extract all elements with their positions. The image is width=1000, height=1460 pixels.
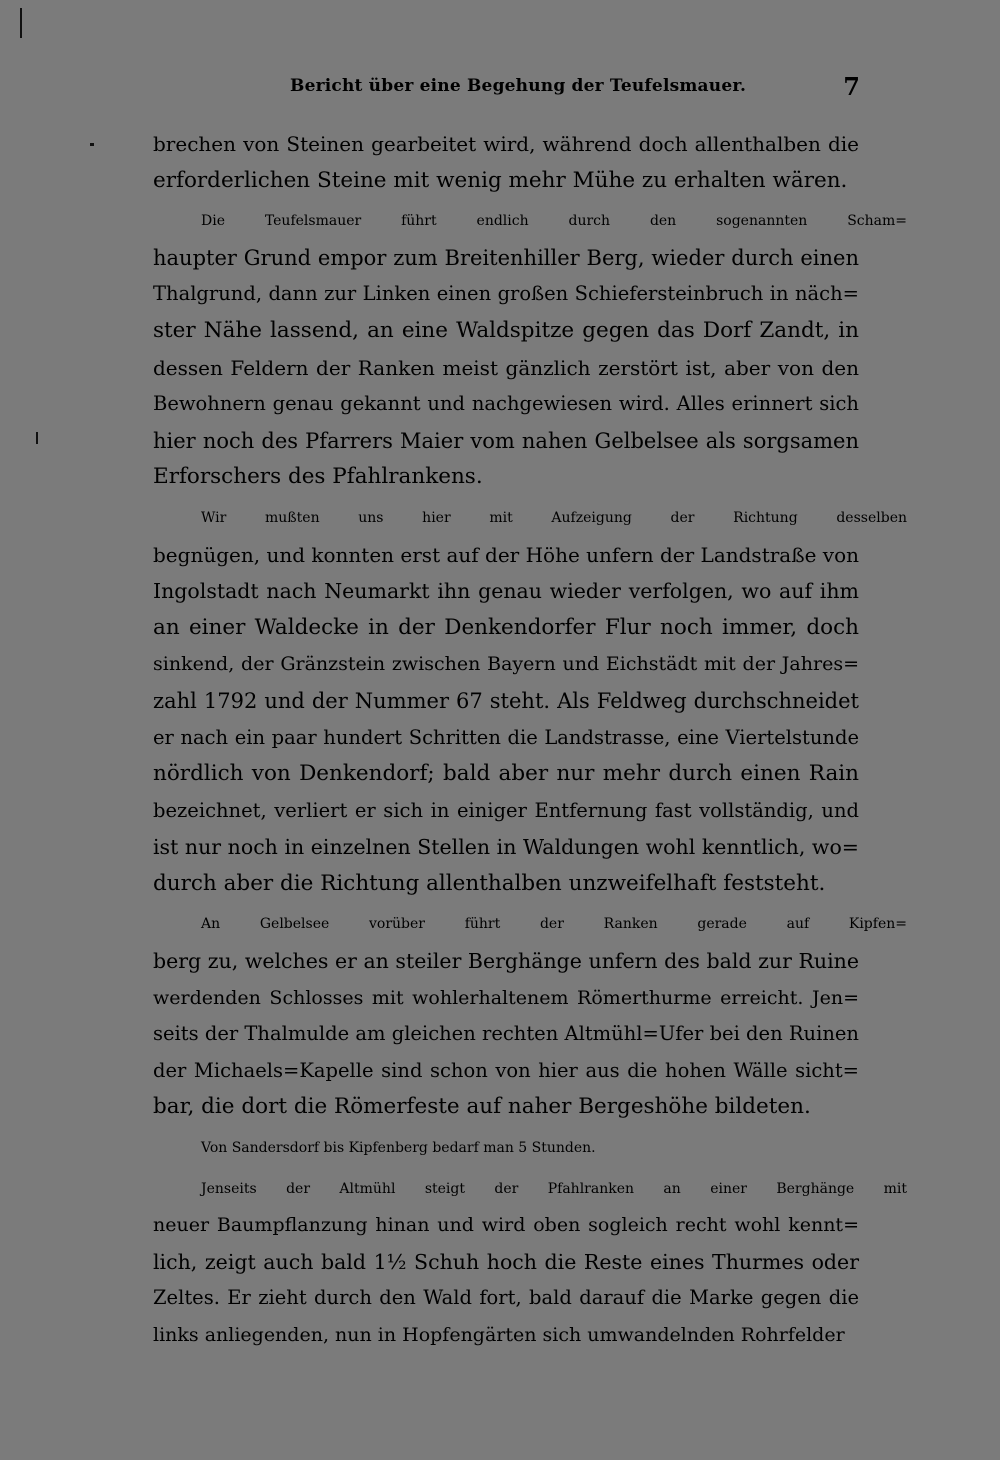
text-line: dessen Feldern der Ranken meist gänzlich zerstört ist, aber von den — [153, 355, 859, 380]
text-line: Wir mußten uns hier mit Aufzeigung der Richtung desselben — [201, 509, 907, 526]
text-line: seits der Thalmulde am gleichen rechten Altmühl=Ufer bei den Ruinen — [153, 1022, 859, 1046]
paragraph — [153, 906, 907, 1126]
scan-mark-top-left — [20, 8, 22, 38]
text-line: hier noch des Pfarrers Maier vom nahen Gelbelsee als sorgsamen — [153, 428, 859, 453]
running-title: Bericht über eine Begehung der Teufelsmauer. — [290, 76, 747, 96]
paragraph — [153, 1130, 859, 1167]
text-line: sinkend, der Gränzstein zwischen Bayern und Eichstädt mit der Jahres= — [153, 653, 859, 676]
text-line: Jenseits der Altmühl steigt der Pfahlranken an einer Berghänge mit — [201, 1180, 907, 1197]
text-line: brechen von Steinen gearbeitet wird, während doch allenthalben die — [153, 132, 859, 156]
text-line: an einer Waldecke in der Denkendorfer Flur noch immer, doch — [153, 614, 859, 640]
text-line: werdenden Schlosses mit wohlerhaltenem Römerthurme erreicht. Jen= — [153, 986, 859, 1009]
text-line: ster Nähe lassend, an eine Waldspitze gegen das Dorf Zandt, in — [153, 317, 859, 343]
scan-mark-left-margin — [36, 432, 38, 444]
text-line: bar, die dort die Römerfeste auf naher Bergeshöhe bildeten. — [153, 1094, 811, 1120]
text-line: neuer Baumpflanzung hinan und wird oben sogleich recht wohl kennt= — [153, 1214, 859, 1237]
text-line: haupter Grund empor zum Breitenhiller Berg, wieder durch einen — [153, 245, 859, 270]
text-line: begnügen, und konnten erst auf der Höhe unfern der Landstraße von — [153, 542, 859, 567]
text-line: Die Teufelsmauer führt endlich durch den sogenannten Scham= — [201, 213, 907, 230]
text-line: nördlich von Denkendorf; bald aber nur mehr durch einen Rain — [153, 761, 859, 787]
text-line: zahl 1792 und der Nummer 67 steht. Als Feldweg durchschneidet — [153, 688, 859, 713]
text-line: bezeichnet, verliert er sich in einiger Entfernung fast vollständig, und — [153, 798, 859, 822]
text-line: links anliegenden, nun in Hopfengärten sich umwandelnden Rohrfelder — [153, 1324, 845, 1346]
paragraph — [153, 500, 907, 903]
paragraph — [153, 203, 907, 496]
text-line: An Gelbelsee vorüber führt der Ranken gerade auf Kipfen= — [201, 916, 907, 933]
text-line: Erforschers des Pfahlrankens. — [153, 464, 483, 490]
paragraph — [153, 1171, 907, 1354]
text-line: Von Sandersdorf bis Kipfenberg bedarf man 5 Stunden. — [201, 1140, 596, 1157]
text-line: Zeltes. Er zieht durch den Wald fort, bald darauf die Marke gegen die — [153, 1286, 859, 1310]
text-line: berg zu, welches er an steiler Berghänge unfern des bald zur Ruine — [153, 949, 859, 974]
text-line: ist nur noch in einzelnen Stellen in Waldungen wohl kenntlich, wo= — [153, 835, 859, 860]
scan-mark-margin-dot — [90, 143, 94, 146]
page-number: 7 — [843, 72, 860, 101]
text-line: Bewohnern genau gekannt und nachgewiesen wird. Alles erinnert sich — [153, 392, 859, 416]
paragraph — [153, 126, 859, 199]
text-line: Thalgrund, dann zur Linken einen großen Schiefersteinbruch in näch= — [153, 282, 859, 306]
body-text — [153, 126, 907, 1354]
text-line: Ingolstadt nach Neumarkt ihn genau wieder verfolgen, wo auf ihm — [153, 579, 859, 604]
text-line: lich, zeigt auch bald 1½ Schuh hoch die Reste eines Thurmes oder — [153, 1249, 859, 1274]
text-line: er nach ein paar hundert Schritten die Landstrasse, eine Viertelstunde — [153, 725, 859, 749]
text-line: erforderlichen Steine mit wenig mehr Mühe zu erhalten wären. — [153, 167, 848, 193]
text-line: der Michaels=Kapelle sind schon von hier aus die hohen Wälle sicht= — [153, 1058, 859, 1082]
page-header — [150, 70, 860, 106]
text-line: durch aber die Richtung allenthalben unzweifelhaft feststeht. — [153, 870, 826, 896]
